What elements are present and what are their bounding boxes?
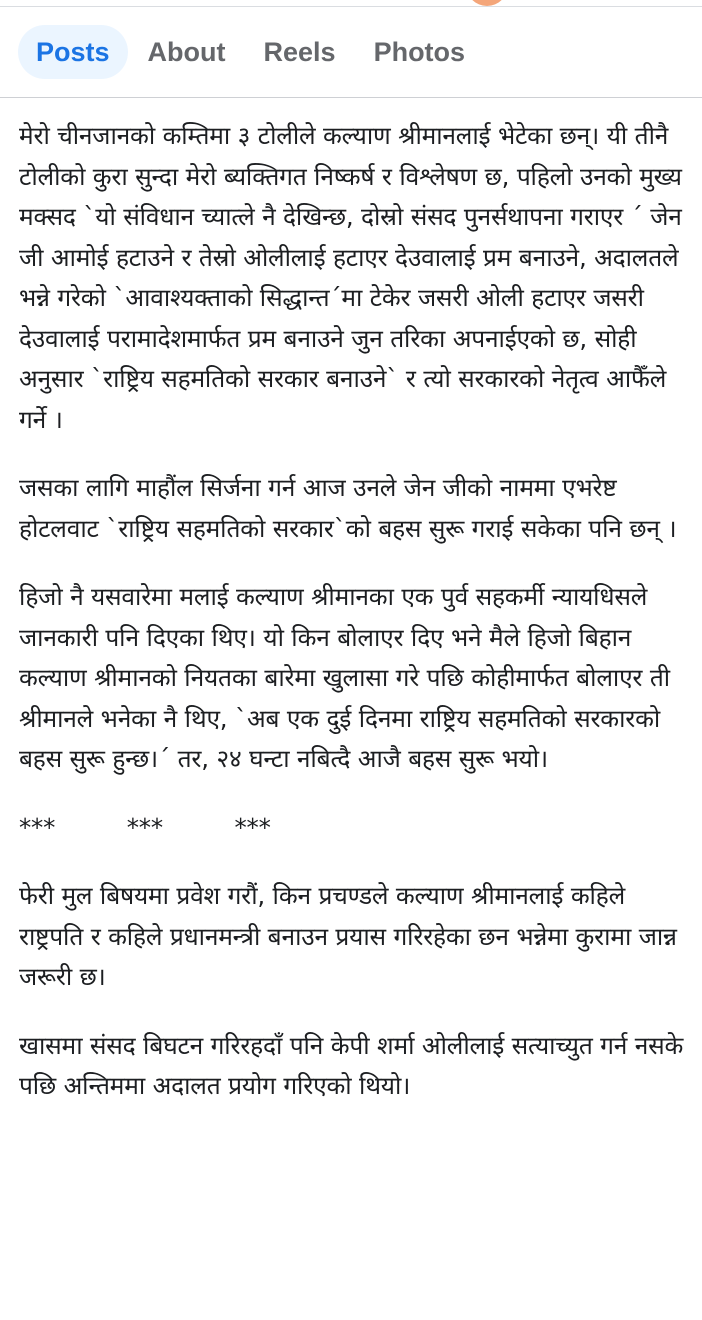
post-paragraph-2: जसका लागि माहौंल सिर्जना गर्न आज उनले जेन जीको नाममा एभरेष्ट होटलवाट `राष्ट्रिय सहमतिको सरकार`को बहस सुरू गराई सकेका पनि छन् । (19, 473, 677, 543)
post-paragraph-4: फेरी मुल बिषयमा प्रवेश गरौं, किन प्रचण्डले कल्याण श्रीमानलाई कहिले राष्ट्रपति र कहिले प्रधानमन्त्री बनाउन प्रयास गरिरहेका छन भन्नेमा कुरामा जान्न जरूरी छ। (19, 881, 677, 991)
top-divider (0, 6, 702, 7)
post-paragraph-1: मेरो चीनजानको कम्तिमा ३ टोलीले कल्याण श्रीमानलाई भेटेका छन्। यी तीनै टोलीको कुरा सुन्दा मेरो ब्यक्तिगत निष्कर्ष र विश्लेषण छ, पहिलो उनको मुख्य मक्सद `यो संविधान च्यात्ले नै देखिन्छ, दोस्रो संसद पुनर्सथापना गराएर ´ जेन जी आमोई हटाउने र तेस्रो ओलीलाई हटाएर देउवालाई प्रम बनाउने, अदालतले भन्ने गरेको `आवाश्यक्ताको सिद्धान्त´मा टेकेर जसरी ओली हटाएर जसरी देउवालाई परामादेशमार्फत प्रम बनाउने जुन तरिका अपनाईएको छ, सोही अनुसार `राष्ट्रिय सहमतिको सरकार बनाउने` र त्यो सरकारको नेतृत्व आफैँले गर्ने । (19, 121, 682, 434)
post-paragraph-3: हिजो नै यसवारेमा मलाई कल्याण श्रीमानका एक पुर्व सहकर्मी न्यायधिसले जानकारी पनि दिएका थिए। यो किन बोलाएर दिए भने मैले हिजो बिहान कल्याण श्रीमानको नियतका बारेमा खुलासा गरे पछि कोहीमार्फत बोलाएर ती श्रीमानले भनेका नै थिए, `अब एक दुई दिनमा राष्ट्रिय सहमतिको सरकारको बहस सुरू हुन्छ।´ तर, २४ घन्टा नबित्दै आजै बहस सुरू भयो। (19, 582, 670, 773)
tab-photos[interactable]: Photos (373, 37, 466, 67)
post-body (19, 116, 691, 1107)
tab-about[interactable]: About (147, 37, 226, 67)
tabs-divider (0, 97, 702, 98)
tab-posts[interactable]: Posts (18, 25, 128, 79)
section-separator: *** *** *** (19, 812, 271, 842)
profile-tabs (18, 24, 485, 80)
tab-reels[interactable]: Reels (263, 37, 336, 67)
post-paragraph-5: खासमा संसद बिघटन गरिरहदाँ पनि केपी शर्मा ओलीलाई सत्याच्युत गर्न नसके पछि अन्तिममा अदालत प्रयोग गरिएको थियो। (19, 1030, 684, 1100)
